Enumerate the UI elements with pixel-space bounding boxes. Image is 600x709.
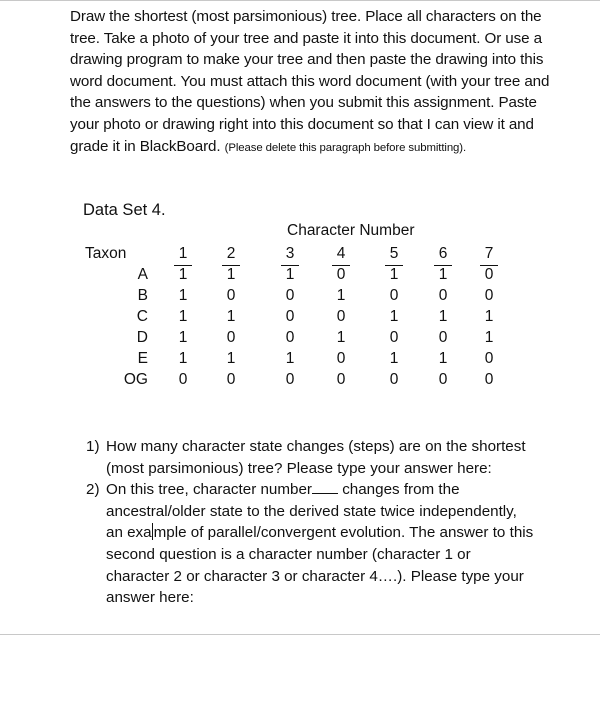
page-top-edge bbox=[0, 0, 600, 1]
instructions-text: Draw the shortest (most parsimonious) tree. Place all characters on the tree. Take a photo of your tree and paste it into this document. Or use a drawing program to make your tree and then paste the drawing into this word document. You must attach this word document (with your tree and the answers to the questions) when you submit this assignment. Paste your photo or drawing right into this document so that I can view it and grade it in BlackBoard. bbox=[70, 8, 550, 155]
question-text-end: mple of parallel/convergent evolution. The answer to this second question is a character number (character 1 or character 2 or character 3 or character 4….). Please type your answer here: bbox=[106, 524, 534, 607]
state-cell: 1 bbox=[438, 266, 448, 283]
character-number-6: 6 bbox=[438, 245, 448, 262]
character-number-header: Character Number bbox=[287, 222, 415, 239]
state-cell: 0 bbox=[484, 371, 494, 388]
state-cell: 0 bbox=[285, 329, 295, 346]
state-cell: 0 bbox=[336, 350, 346, 367]
page-break-line bbox=[0, 634, 600, 635]
state-cell: 0 bbox=[484, 350, 494, 367]
instructions-paragraph bbox=[70, 6, 570, 159]
delete-note: (Please delete this paragraph before submitting). bbox=[224, 141, 467, 154]
state-cell: 0 bbox=[178, 371, 188, 388]
state-cell: 1 bbox=[484, 308, 494, 325]
state-cell: 0 bbox=[389, 371, 399, 388]
taxon-name: B bbox=[137, 287, 148, 304]
state-cell: 0 bbox=[226, 329, 236, 346]
state-cell: 0 bbox=[285, 287, 295, 304]
taxon-name: E bbox=[137, 350, 148, 367]
state-cell: 1 bbox=[389, 266, 399, 283]
character-number-5: 5 bbox=[389, 245, 399, 262]
state-cell: 0 bbox=[438, 329, 448, 346]
state-cell: 1 bbox=[389, 350, 399, 367]
taxon-header: Taxon bbox=[85, 245, 127, 262]
state-cell: 1 bbox=[178, 329, 188, 346]
state-cell: 0 bbox=[484, 287, 494, 304]
taxon-name: OG bbox=[123, 371, 148, 388]
question-number: 1) bbox=[86, 438, 100, 455]
state-cell: 0 bbox=[336, 308, 346, 325]
state-cell: 1 bbox=[226, 308, 236, 325]
state-cell: 1 bbox=[336, 287, 346, 304]
state-cell: 1 bbox=[178, 266, 188, 283]
state-cell: 1 bbox=[336, 329, 346, 346]
answer-blank[interactable] bbox=[312, 481, 338, 494]
character-number-2: 2 bbox=[226, 245, 236, 262]
state-cell: 0 bbox=[336, 371, 346, 388]
question-1[interactable] bbox=[86, 436, 536, 479]
character-number-4: 4 bbox=[336, 245, 346, 262]
state-cell: 0 bbox=[389, 329, 399, 346]
state-cell: 0 bbox=[226, 371, 236, 388]
question-2[interactable] bbox=[86, 479, 536, 609]
state-cell: 1 bbox=[285, 350, 295, 367]
state-cell: 0 bbox=[484, 266, 494, 283]
state-cell: 0 bbox=[438, 287, 448, 304]
question-text: How many character state changes (steps) are on the shortest (most parsimonious) tree? Please type your answer here: bbox=[106, 438, 526, 477]
state-cell: 1 bbox=[484, 329, 494, 346]
character-number-3: 3 bbox=[285, 245, 295, 262]
taxon-name: D bbox=[136, 329, 148, 346]
state-cell: 0 bbox=[336, 266, 346, 283]
state-cell: 1 bbox=[438, 350, 448, 367]
state-cell: 1 bbox=[389, 308, 399, 325]
state-cell: 0 bbox=[438, 371, 448, 388]
question-text-start: On this tree, character number bbox=[106, 481, 312, 499]
state-cell: 1 bbox=[438, 308, 448, 325]
question-text-middle: changes from the ancestral/older state to the derived state twice independently, an exa bbox=[106, 481, 517, 542]
question-number: 2) bbox=[86, 481, 100, 499]
state-cell: 0 bbox=[389, 287, 399, 304]
state-cell: 0 bbox=[226, 287, 236, 304]
state-cell: 1 bbox=[178, 350, 188, 367]
state-cell: 0 bbox=[285, 308, 295, 325]
character-number-7: 7 bbox=[484, 245, 494, 262]
taxon-name: C bbox=[136, 308, 148, 325]
questions-list bbox=[86, 436, 536, 609]
state-cell: 1 bbox=[178, 287, 188, 304]
state-cell: 1 bbox=[285, 266, 295, 283]
state-cell: 1 bbox=[226, 350, 236, 367]
taxon-name: A bbox=[137, 266, 148, 283]
state-cell: 0 bbox=[285, 371, 295, 388]
state-cell: 1 bbox=[226, 266, 236, 283]
dataset-title: Data Set 4. bbox=[83, 201, 166, 219]
state-cell: 1 bbox=[178, 308, 188, 325]
character-number-1: 1 bbox=[178, 245, 188, 262]
